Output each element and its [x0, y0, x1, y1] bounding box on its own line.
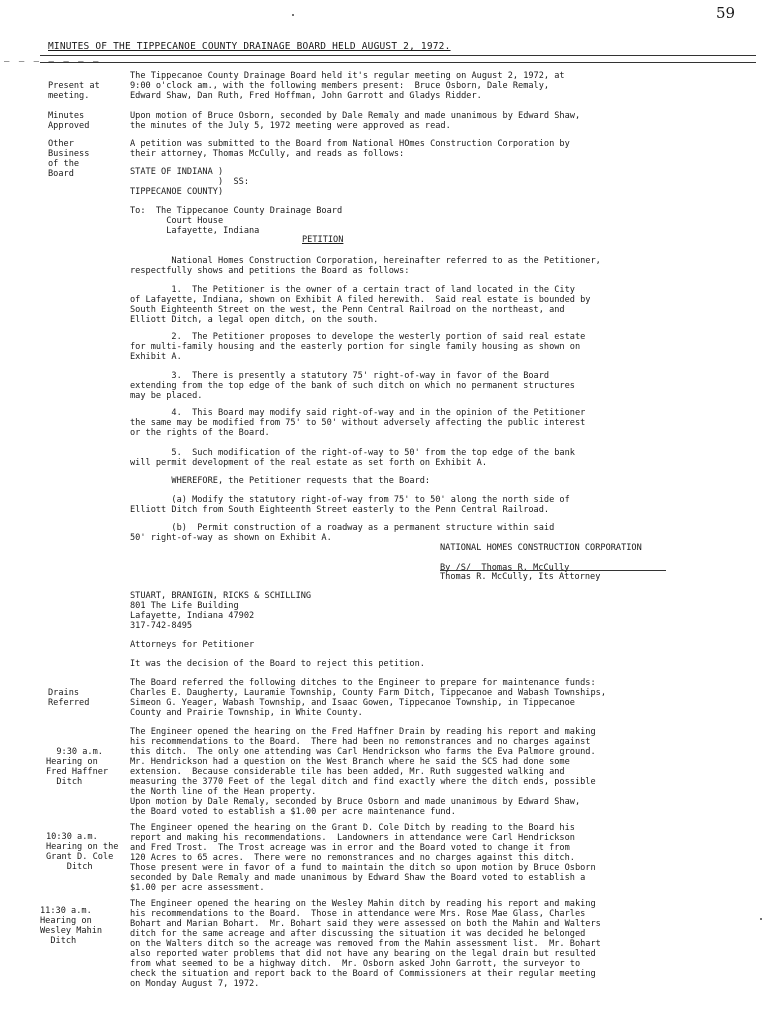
para-attorneys-for: Attorneys for Petitioner — [130, 640, 255, 650]
petition-heading: PETITION — [302, 235, 344, 245]
label-minutes: Minutes Approved — [48, 111, 90, 131]
para-grant-cole: The Engineer opened the hearing on the Grant D. Cole Ditch by reading to the Board his report and making his recommendations. Landowners in attendance were Carl Hendrickson and Fred Trost. The Trost acreage was in error and the Board voted to change it from 120 Acres to 65 acres. There were no remonstrances and no charges against this ditch. Those present were in favor of a fund to maintain the ditch so upon motion by Bruce Osborn seconded by Dale Remaly and made unanimous by Edward Shaw the Board voted to establish a $1.00 per acre assessment. — [130, 823, 596, 893]
label-other-business: Other Business of the Board — [48, 139, 90, 179]
para-to: To: The Tippecanoe County Drainage Board Court House Lafayette, Indiana — [130, 206, 343, 236]
para-item-2: 2. The Petitioner proposes to develope the westerly portion of said real estate for multi-family housing and the easterly portion for single family housing as shown on Exhibit A. — [130, 332, 586, 362]
para-attorneys: STUART, BRANIGIN, RICKS & SCHILLING 801 The Life Building Lafayette, Indiana 47902 317-742-8495 — [130, 591, 312, 631]
para-item-5: 5. Such modification of the right-of-way to 50' from the top edge of the bank will permit development of the real estate as set forth on Exhibit A. — [130, 448, 575, 468]
para-item-3: 3. There is presently a statutory 75' right-of-way in favor of the Board extending from the top edge of the bank of such ditch on which no permanent structures may be placed. — [130, 371, 575, 401]
signature-underline — [440, 570, 666, 571]
header-dash-marks: — — — — — — — — [4, 57, 101, 67]
para-petition-intro: National Homes Construction Corporation, hereinafter referred to as the Petitioner, respectfully shows and petitions the Board as follows: — [130, 256, 601, 276]
signature-company: NATIONAL HOMES CONSTRUCTION CORPORATION — [440, 543, 642, 553]
para-state: STATE OF INDIANA ) ) SS: TIPPECANOE COUNTY) — [130, 167, 249, 197]
signature-by-line: By /S/ Thomas R. McCully — [440, 563, 570, 573]
label-fred-haffner: 9:30 a.m. Hearing on Fred Haffner Ditch — [46, 747, 109, 787]
para-present: The Tippecanoe County Drainage Board held it's regular meeting on August 2, 1972, at 9:00 o'clock am., with the following members present: Bruce Osborn, Dale Remaly, Edward Shaw, Dan Ruth, Fred Hoffman, John Garrott and Gladys Ridder. — [130, 71, 565, 101]
header-rule-top — [40, 55, 756, 56]
label-wesley-mahin: 11:30 a.m. Hearing on Wesley Mahin Ditch — [40, 906, 103, 946]
para-other-business: A petition was submitted to the Board from National HOmes Construction Corporation by their attorney, Thomas McCully, and reads as follows: — [130, 139, 570, 159]
margin-mark — [292, 14, 294, 16]
page-title-text: MINUTES OF THE TIPPECANOE COUNTY DRAINAGE BOARD HELD AUGUST 2, 1972. — [48, 41, 451, 52]
para-request-b: (b) Permit construction of a roadway as a permanent structure within said 50' right-of-way as shown on Exhibit A. — [130, 523, 555, 543]
para-item-1: 1. The Petitioner is the owner of a certain tract of land located in the City of Lafayette, Indiana, shown on Exhibit A filed herewith. Said real estate is bounded by South Eighteenth Street on the west, the Penn Central Railroad on the northeast, and Elliott Ditch, a legal open ditch, on the south. — [130, 285, 591, 325]
margin-mark — [760, 918, 762, 920]
label-grant-cole: 10:30 a.m. Hearing on the Grant D. Cole Ditch — [46, 832, 119, 872]
para-wherefore: WHEREFORE, the Petitioner requests that the Board: — [130, 476, 431, 486]
para-wesley-mahin: The Engineer opened the hearing on the Wesley Mahin ditch by reading his report and making his recommendations to the Board. Those in attendance were Mrs. Rose Mae Glass, Charles Bohart and Marian Bohart. Mr. Bohart said they were assessed on both the Mahin and Walters ditch for the same acreage and after discussing the situation it was decided he belonged on the Walters ditch so the acreage was removed from the Mahin assessment list. Mr. Bohart also reported water problems that did not have any bearing on the legal drain but resulted from what seemed to be a highway ditch. Mr. Osborn asked John Garrott, the surveyor to check the situation and report back to the Board of Commissioners at their regular meeting on Monday August 7, 1972. — [130, 899, 601, 989]
para-drains: The Board referred the following ditches to the Engineer to prepare for maintenance funds: Charles E. Daugherty, Lauramie Township, County Farm Ditch, Tippecanoe and Wabash Townships, Simeon G. Yeager, Wabash Township, and Isaac Gowen, Tippecanoe Township, in Tippecanoe County and Prairie Township, in White County. — [130, 678, 606, 718]
label-drains: Drains Referred — [48, 688, 90, 708]
label-present: Present at meeting. — [48, 81, 100, 101]
para-item-4: 4. This Board may modify said right-of-way and in the opinion of the Petitioner the same may be modified from 75' to 50' without adversely affecting the public interest or the rights of the Board. — [130, 408, 586, 438]
page-title — [48, 41, 451, 52]
header-rule-bottom — [40, 62, 756, 63]
para-decision: It was the decision of the Board to reject this petition. — [130, 659, 425, 669]
page-number: 59 — [716, 4, 736, 22]
para-request-a: (a) Modify the statutory right-of-way from 75' to 50' along the north side of Elliott Ditch from South Eighteenth Street easterly to the Penn Central Railroad. — [130, 495, 570, 515]
signature-name-line: Thomas R. McCully, Its Attorney — [440, 572, 601, 582]
para-minutes: Upon motion of Bruce Osborn, seconded by Dale Remaly and made unanimous by Edward Shaw, the minutes of the July 5, 1972 meeting were approved as read. — [130, 111, 581, 131]
para-fred-haffner: The Engineer opened the hearing on the Fred Haffner Drain by reading his report and making his recommendations to the Board. There had been no remonstrances and no charges against this ditch. The only one attending was Carl Hendrickson who farms the Eva Palmore ground. Mr. Hendrickson had a question on the West Branch where he said the SCS had done some extension. Because considerable tile has been added, Mr. Ruth suggested walking and measuring the 3770 Feet of the legal ditch and find exactly where the ditch ends, possible the North line of the Hean property. Upon motion by Dale Remaly, seconded by Bruce Osborn and made unanimous by Edward Shaw, the Board voted to establish a $1.00 per acre maintenance fund. — [130, 727, 596, 817]
